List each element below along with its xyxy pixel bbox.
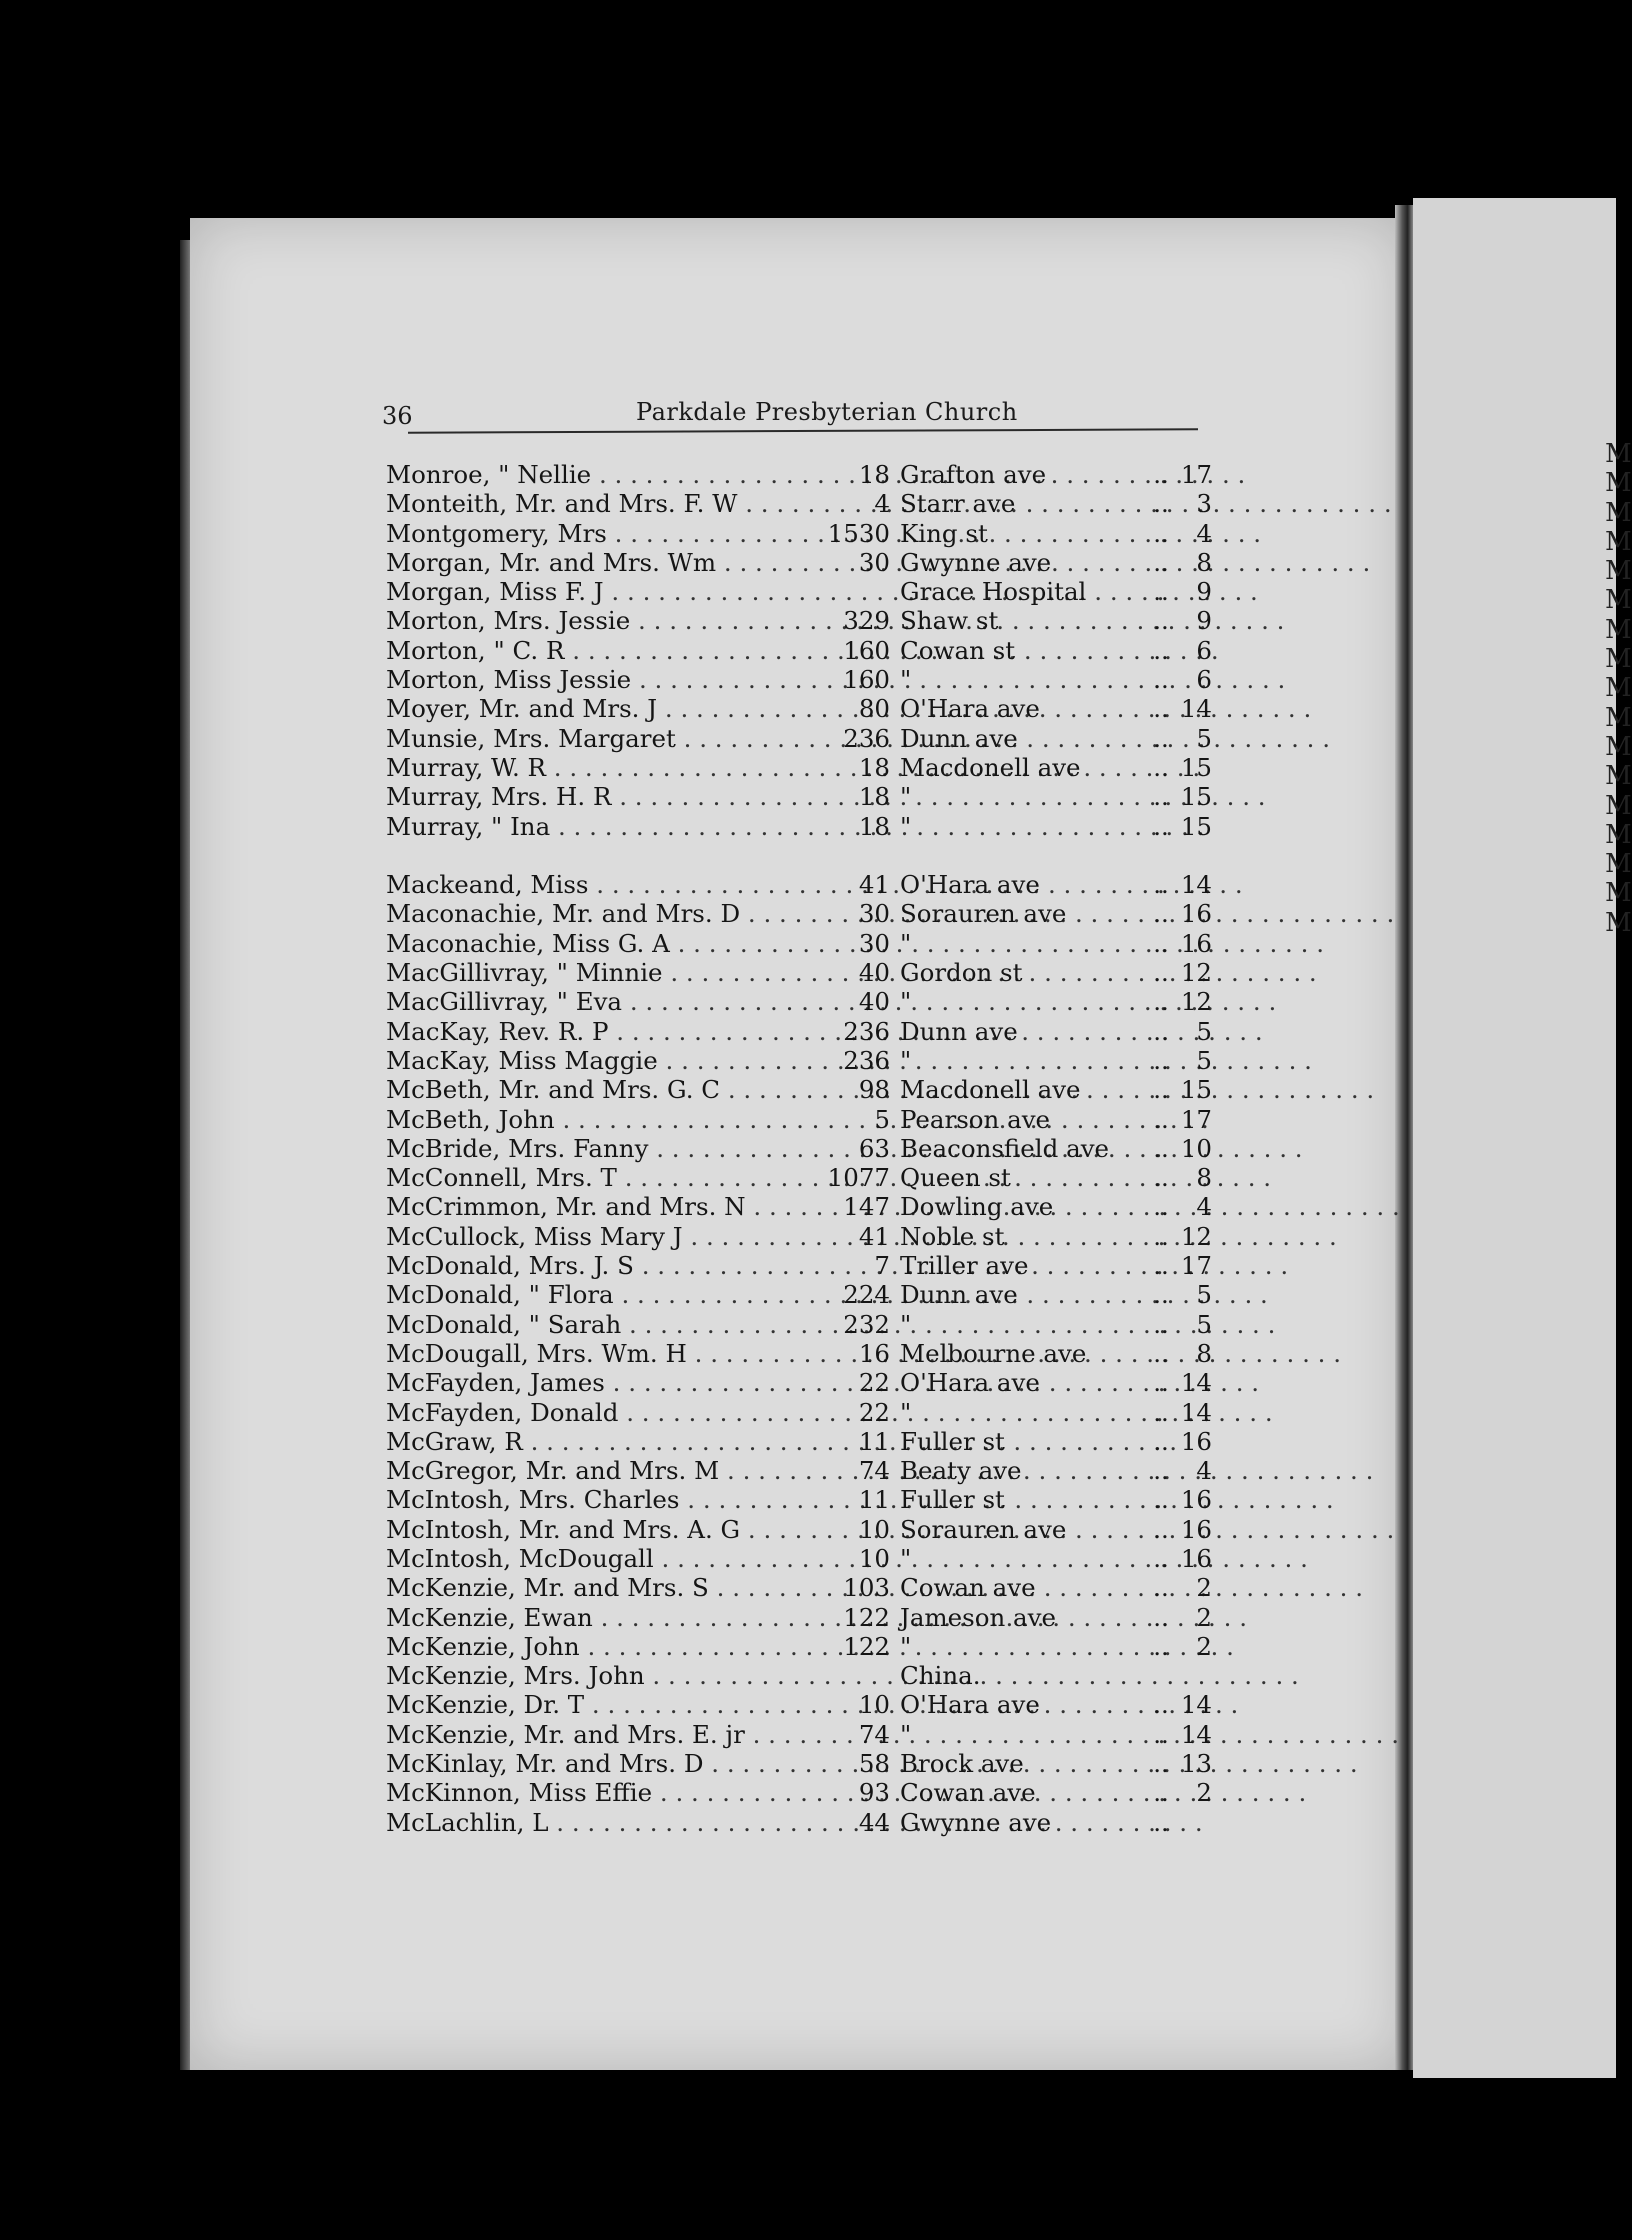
entry-name: McCrimmon, Mr. and Mrs. N . . .	[386, 1192, 806, 1221]
entry-district: 9	[1196, 606, 1212, 636]
directory-entry	[386, 1163, 1246, 1192]
entry-name: Murray, Mrs. H. R . . .	[386, 782, 806, 811]
entry-street: Gordon st	[900, 958, 1023, 988]
entry-name: McConnell, Mrs. T . . .	[386, 1163, 806, 1192]
entry-name: McKenzie, Mr. and Mrs. E. jr . . .	[386, 1720, 806, 1749]
entry-name: McKenzie, John . . .	[386, 1632, 806, 1661]
entry-house-number: 7	[874, 1251, 890, 1281]
entry-leader-dots: ..	[1153, 1338, 1169, 1368]
directory-entry	[386, 606, 1246, 635]
directory-entry	[386, 694, 1246, 723]
directory-entry	[386, 1427, 1246, 1456]
entry-district: 5	[1196, 1045, 1212, 1075]
entry-district: 4	[1196, 1192, 1212, 1222]
entry-name: McGraw, R . . .	[386, 1427, 806, 1456]
directory-entry	[386, 1690, 1246, 1719]
entry-street: Brock ave	[900, 1749, 1024, 1779]
entry-street: Gwynne ave	[900, 547, 1052, 577]
entry-street: Grace Hospital	[900, 577, 1087, 607]
directory-entry	[386, 1280, 1246, 1309]
directory-entry	[386, 1573, 1246, 1602]
entry-street: Sorauren ave	[900, 1514, 1067, 1544]
entry-house-number: 41	[858, 1221, 890, 1251]
entry-house-number: 224	[843, 1280, 890, 1310]
entry-street: Queen st	[900, 1163, 1011, 1193]
entry-district: 6	[1196, 665, 1212, 695]
directory-entry	[386, 1661, 1246, 1690]
entry-district: 5	[1196, 1016, 1212, 1046]
right-page-cropped-text	[1605, 439, 1632, 938]
entry-house-number: 122	[843, 1602, 890, 1632]
entry-district: 5	[1196, 1280, 1212, 1310]
entry-name: McKenzie, Dr. T . . .	[386, 1690, 806, 1719]
entry-house-number: 40	[858, 987, 890, 1017]
entry-house-number: 74	[858, 1456, 890, 1486]
entry-district: 12	[1180, 958, 1212, 988]
entry-street: Sorauren ave	[900, 899, 1067, 929]
entry-district: 14	[1180, 1397, 1212, 1427]
directory-entry	[386, 665, 1246, 694]
entry-district: 16	[1180, 1485, 1212, 1515]
entry-street: Dunn ave	[900, 1280, 1018, 1310]
entry-street: Beaconsfield ave	[900, 1133, 1110, 1163]
page-header	[382, 398, 1197, 428]
entry-street: "	[900, 1309, 912, 1339]
entry-leader-dots: ..	[1153, 1602, 1169, 1632]
entry-street: "	[900, 987, 912, 1017]
running-title: Parkdale Presbyterian Church	[636, 398, 1018, 426]
directory-entry	[386, 870, 1246, 899]
directory-entry	[386, 958, 1246, 987]
directory-entry	[386, 1544, 1246, 1573]
entry-leader-dots: ..	[1153, 1485, 1169, 1515]
entry-district: 4	[1196, 518, 1212, 548]
entry-leader-dots: ..	[1153, 1631, 1169, 1661]
entry-leader-dots: ..	[1153, 518, 1169, 548]
entry-street: "	[900, 1543, 912, 1573]
entry-house-number: 18	[858, 782, 890, 812]
entry-leader-dots: ..	[1153, 1280, 1169, 1310]
entry-street: "	[900, 1719, 912, 1749]
entry-house-number: 122	[843, 1631, 890, 1661]
cropped-letter: M	[1605, 526, 1632, 557]
entry-street: Dunn ave	[900, 723, 1018, 753]
entry-street: Triller ave	[900, 1251, 1029, 1281]
entry-leader-dots: ..	[1153, 635, 1169, 665]
directory-entry	[386, 460, 1246, 489]
entry-leader-dots: ..	[1153, 1309, 1169, 1339]
entry-name: McIntosh, McDougall . . .	[386, 1544, 806, 1573]
directory-entry	[386, 1105, 1246, 1134]
cropped-letter: M	[1605, 702, 1632, 733]
directory-entry	[386, 1603, 1246, 1632]
entry-district: 17	[1180, 1104, 1212, 1134]
entry-name: Munsie, Mrs. Margaret . . .	[386, 724, 806, 753]
entry-leader-dots: ..	[1153, 928, 1169, 958]
entry-leader-dots: ..	[1153, 1719, 1169, 1749]
entry-leader-dots: ..	[1153, 1075, 1169, 1105]
entry-district: 15	[1180, 1075, 1212, 1105]
entry-name: MacGillivray, " Eva . . .	[386, 987, 806, 1016]
directory-entry	[386, 548, 1246, 577]
entry-leader-dots: ..	[1153, 1251, 1169, 1281]
entry-leader-dots: ..	[1153, 694, 1169, 724]
entry-house-number: 98	[858, 1075, 890, 1105]
cropped-letter: M	[1605, 673, 1632, 704]
book-gutter	[1395, 205, 1413, 2070]
right-page-edge	[1413, 198, 1632, 2078]
entry-name: MacKay, Miss Maggie . . .	[386, 1046, 806, 1075]
entry-district: 5	[1196, 723, 1212, 753]
entry-leader-dots: ..	[1153, 606, 1169, 636]
entry-street: "	[900, 1631, 912, 1661]
entry-leader-dots: ..	[1153, 665, 1169, 695]
entry-house-number: 11	[858, 1485, 890, 1515]
entry-name: Moyer, Mr. and Mrs. J . . .	[386, 694, 806, 723]
directory-entry	[386, 987, 1246, 1016]
entry-name: McCullock, Miss Mary J . . .	[386, 1222, 806, 1251]
entry-leader-dots: ..	[1153, 782, 1169, 812]
entry-house-number: 16	[858, 1338, 890, 1368]
entry-district: 12	[1180, 1221, 1212, 1251]
entry-name: McDonald, " Sarah . . .	[386, 1310, 806, 1339]
cropped-letter: M	[1605, 878, 1632, 909]
entry-name: MacGillivray, " Minnie . . .	[386, 958, 806, 987]
entry-district: 16	[1180, 899, 1212, 929]
entry-street: Cowan ave	[900, 1778, 1036, 1808]
entry-leader-dots: ..	[1153, 987, 1169, 1017]
entry-name: Maconachie, Mr. and Mrs. D . . .	[386, 899, 806, 928]
entry-house-number: 80	[858, 694, 890, 724]
entry-street: "	[900, 1045, 912, 1075]
entry-street: Fuller st	[900, 1426, 1005, 1456]
section-gap	[386, 841, 1246, 870]
entry-name: McDougall, Mrs. Wm. H . . .	[386, 1339, 806, 1368]
entry-house-number: 236	[843, 1016, 890, 1046]
directory-entry	[386, 899, 1246, 928]
entry-name: Morgan, Miss F. J . . .	[386, 577, 806, 606]
entry-leader-dots: ..	[1153, 811, 1169, 841]
entry-house-number: 10	[858, 1690, 890, 1720]
cropped-letter: M	[1605, 556, 1632, 587]
entry-name: McBeth, Mr. and Mrs. G. C . . .	[386, 1075, 806, 1104]
entry-street: Macdonell ave	[900, 752, 1081, 782]
page-number: 36	[382, 402, 413, 430]
entry-name: McBride, Mrs. Fanny . . .	[386, 1134, 806, 1163]
entry-street: Melbourne ave	[900, 1338, 1087, 1368]
entry-house-number: 10	[858, 1543, 890, 1573]
entry-district: 13	[1180, 1749, 1212, 1779]
entry-house-number: 41	[858, 870, 890, 900]
entry-street: O'Hara ave	[900, 694, 1040, 724]
entry-street: O'Hara ave	[900, 1368, 1040, 1398]
entry-house-number: 40	[858, 958, 890, 988]
directory-entry	[386, 1310, 1246, 1339]
entry-name: Monteith, Mr. and Mrs. F. W . . .	[386, 489, 806, 518]
entry-district: 16	[1180, 1514, 1212, 1544]
entry-leader-dots: ..	[1153, 1104, 1169, 1134]
directory-entry	[386, 1515, 1246, 1544]
entry-name: McIntosh, Mr. and Mrs. A. G . . .	[386, 1515, 806, 1544]
entry-district: 16	[1180, 928, 1212, 958]
entry-leader-dots: ..	[1153, 1133, 1169, 1163]
directory-entry	[386, 1368, 1246, 1397]
entry-leader-dots: ..	[1153, 1397, 1169, 1427]
cropped-letter: M	[1605, 907, 1632, 938]
entry-name: Monroe, " Nellie . . .	[386, 460, 806, 489]
directory-entry	[386, 636, 1246, 665]
directory-entry	[386, 1017, 1246, 1046]
entry-leader-dots: ..	[1153, 1456, 1169, 1486]
entry-district: 2	[1196, 1573, 1212, 1603]
entry-house-number: 1077	[827, 1163, 890, 1193]
entry-leader-dots: ..	[1153, 1016, 1169, 1046]
directory-entry	[386, 1808, 1246, 1837]
entry-house-number: 22	[858, 1397, 890, 1427]
entry-leader-dots: ..	[1153, 1192, 1169, 1222]
entry-leader-dots: ..	[1153, 1426, 1169, 1456]
entry-leader-dots: ..	[1153, 460, 1169, 489]
cropped-letter: M	[1605, 849, 1632, 880]
entry-house-number: 11	[858, 1426, 890, 1456]
cropped-letter: M	[1605, 731, 1632, 762]
entry-name: McFayden, Donald . . .	[386, 1398, 806, 1427]
entry-name: McFayden, James . . .	[386, 1368, 806, 1397]
directory-entry	[386, 753, 1246, 782]
entry-district: 14	[1180, 1368, 1212, 1398]
entry-street: Macdonell ave	[900, 1075, 1081, 1105]
entry-house-number: 236	[843, 1045, 890, 1075]
entry-house-number: 4	[874, 489, 890, 519]
entry-leader-dots: ..	[1153, 489, 1169, 519]
entry-street: Gwynne ave	[900, 1807, 1052, 1837]
entry-district: 14	[1180, 694, 1212, 724]
entry-street: Pearson ave	[900, 1104, 1051, 1134]
cropped-letter: M	[1605, 497, 1632, 528]
entry-house-number: 58	[858, 1749, 890, 1779]
entry-name: Murray, W. R . . .	[386, 753, 806, 782]
entry-leader-dots: ..	[1153, 1368, 1169, 1398]
entry-street: O'Hara ave	[900, 870, 1040, 900]
entry-district: 2	[1196, 1602, 1212, 1632]
entry-name: McGregor, Mr. and Mrs. M . . .	[386, 1456, 806, 1485]
entry-leader-dots: ..	[1153, 1749, 1169, 1779]
entry-leader-dots: ..	[1153, 1573, 1169, 1603]
directory-entry	[386, 724, 1246, 753]
directory-entry	[386, 1485, 1246, 1514]
entry-leader-dots: ..	[1153, 1514, 1169, 1544]
entry-house-number: 18	[858, 460, 890, 489]
entry-street: "	[900, 811, 912, 841]
entry-name: Murray, " Ina . . .	[386, 812, 806, 841]
entry-name: McIntosh, Mrs. Charles . . .	[386, 1485, 806, 1514]
entry-name: McDonald, " Flora . . .	[386, 1280, 806, 1309]
entry-house-number: 30	[858, 547, 890, 577]
directory-entry	[386, 1075, 1246, 1104]
directory-entry	[386, 929, 1246, 958]
entry-street: Starr ave	[900, 489, 1016, 519]
member-directory-listing	[386, 460, 1246, 1837]
entry-house-number: 93	[858, 1778, 890, 1808]
entry-district: 16	[1180, 1426, 1212, 1456]
entry-house-number: 18	[858, 811, 890, 841]
entry-street: Cowan st	[900, 635, 1016, 665]
entry-name: McLachlin, L . . .	[386, 1808, 806, 1837]
entry-name: MacKay, Rev. R. P . . .	[386, 1017, 806, 1046]
entry-district: 15	[1180, 752, 1212, 782]
entry-house-number: 147	[843, 1192, 890, 1222]
entry-house-number: 5	[874, 1104, 890, 1134]
entry-district: 15	[1180, 782, 1212, 812]
entry-leader-dots: ..	[1153, 577, 1169, 607]
cropped-letter: M	[1605, 585, 1632, 616]
entry-street: "	[900, 665, 912, 695]
entry-name: McKenzie, Ewan . . .	[386, 1603, 806, 1632]
entry-leader-dots: ..	[1153, 1543, 1169, 1573]
entry-name: Maconachie, Miss G. A . . .	[386, 929, 806, 958]
entry-name: Mackeand, Miss . . .	[386, 870, 806, 899]
entry-leader-dots: ..	[1153, 723, 1169, 753]
entry-house-number: 30	[858, 928, 890, 958]
entry-name: McKinlay, Mr. and Mrs. D . . .	[386, 1749, 806, 1778]
entry-street: Grafton ave	[900, 460, 1047, 489]
entry-leader-dots: ..	[1153, 899, 1169, 929]
entry-leader-dots: ..	[1153, 1807, 1169, 1837]
entry-district: 17	[1180, 460, 1212, 489]
entry-name: McKenzie, Mrs. John . . .	[386, 1661, 806, 1690]
entry-house-number: 236	[843, 723, 890, 753]
cropped-letter: M	[1605, 439, 1632, 469]
entry-name: McDonald, Mrs. J. S . . .	[386, 1251, 806, 1280]
entry-street: Jameson ave	[900, 1602, 1056, 1632]
directory-entry	[386, 1456, 1246, 1485]
entry-name: Morton, Miss Jessie . . .	[386, 665, 806, 694]
cropped-letter: M	[1605, 790, 1632, 821]
entry-house-number: 74	[858, 1719, 890, 1749]
entry-street: Noble st	[900, 1221, 1005, 1251]
entry-name: Morgan, Mr. and Mrs. Wm . . .	[386, 548, 806, 577]
cropped-letter: M	[1605, 819, 1632, 850]
entry-district: 16	[1180, 1543, 1212, 1573]
entry-leader-dots: ..	[1153, 958, 1169, 988]
entry-house-number: 160	[843, 665, 890, 695]
entry-house-number: 10	[858, 1514, 890, 1544]
entry-house-number: 103	[843, 1573, 890, 1603]
entry-district: 8	[1196, 1163, 1212, 1193]
entry-leader-dots: ..	[1153, 1221, 1169, 1251]
cropped-letter: M	[1605, 468, 1632, 499]
directory-entry	[386, 812, 1246, 841]
entry-street: Dowling ave	[900, 1192, 1054, 1222]
entry-street: Shaw st	[900, 606, 999, 636]
entry-street: Beaty ave	[900, 1456, 1022, 1486]
entry-name: McKenzie, Mr. and Mrs. S . . .	[386, 1573, 806, 1602]
entry-leader-dots: ..	[1153, 1690, 1169, 1720]
entry-name: McKinnon, Miss Effie . . .	[386, 1778, 806, 1807]
entry-district: 2	[1196, 1778, 1212, 1808]
directory-entry	[386, 1251, 1246, 1280]
entry-house-number: 160	[843, 635, 890, 665]
directory-entry	[386, 1778, 1246, 1807]
entry-leader-dots: ..	[1153, 547, 1169, 577]
entry-district: 2	[1196, 1631, 1212, 1661]
entry-house-number: 232	[843, 1309, 890, 1339]
entry-street: China.	[900, 1661, 981, 1691]
entry-name: Montgomery, Mrs . . .	[386, 519, 806, 548]
entry-leader-dots: ..	[1153, 1045, 1169, 1075]
directory-entry	[386, 519, 1246, 548]
cropped-letter: M	[1605, 644, 1632, 675]
directory-entry	[386, 782, 1246, 811]
entry-name: McBeth, John . . .	[386, 1105, 806, 1134]
entry-district: 6	[1196, 635, 1212, 665]
entry-street: "	[900, 782, 912, 812]
directory-entry	[386, 1339, 1246, 1368]
entry-district: 14	[1180, 870, 1212, 900]
entry-district: 8	[1196, 1338, 1212, 1368]
cropped-letter: M	[1605, 614, 1632, 645]
entry-district: 14	[1180, 1690, 1212, 1720]
entry-house-number: 18	[858, 752, 890, 782]
directory-entry	[386, 1222, 1246, 1251]
directory-entry	[386, 1192, 1246, 1221]
entry-district: 8	[1196, 547, 1212, 577]
entry-house-number: 44	[858, 1807, 890, 1837]
entry-district: 3	[1196, 489, 1212, 519]
entry-house-number: 30	[858, 899, 890, 929]
entry-house-number: 1530	[827, 518, 890, 548]
directory-entry	[386, 1749, 1246, 1778]
entry-name: Morton, Mrs. Jessie . . .	[386, 606, 806, 635]
entry-leader-dots: ..	[1153, 1778, 1169, 1808]
entry-house-number: 63	[858, 1133, 890, 1163]
entry-street: "	[900, 1397, 912, 1427]
entry-street: Cowan ave	[900, 1573, 1036, 1603]
entry-district: 12	[1180, 987, 1212, 1017]
entry-district: 4	[1196, 1456, 1212, 1486]
entry-district: 15	[1180, 811, 1212, 841]
directory-entry	[386, 1720, 1246, 1749]
entry-street: Dunn ave	[900, 1016, 1018, 1046]
cropped-letter: M	[1605, 761, 1632, 792]
entry-house-number: 22	[858, 1368, 890, 1398]
directory-entry	[386, 1632, 1246, 1661]
directory-entry	[386, 1134, 1246, 1163]
entry-leader-dots: ..	[1153, 1163, 1169, 1193]
directory-entry	[386, 1398, 1246, 1427]
entry-street: O'Hara ave	[900, 1690, 1040, 1720]
entry-street: King st	[900, 518, 988, 548]
entry-district: 10	[1180, 1133, 1212, 1163]
entry-district: 17	[1180, 1251, 1212, 1281]
entry-house-number: 329	[843, 606, 890, 636]
entry-district: 14	[1180, 1719, 1212, 1749]
entry-district: 9	[1196, 577, 1212, 607]
entry-street: "	[900, 928, 912, 958]
directory-entry	[386, 489, 1246, 518]
directory-entry	[386, 1046, 1246, 1075]
entry-leader-dots: ..	[1153, 870, 1169, 900]
entry-leader-dots: ..	[1153, 752, 1169, 782]
entry-district: 5	[1196, 1309, 1212, 1339]
entry-street: Fuller st	[900, 1485, 1005, 1515]
directory-entry	[386, 577, 1246, 606]
entry-name: Morton, " C. R . . .	[386, 636, 806, 665]
